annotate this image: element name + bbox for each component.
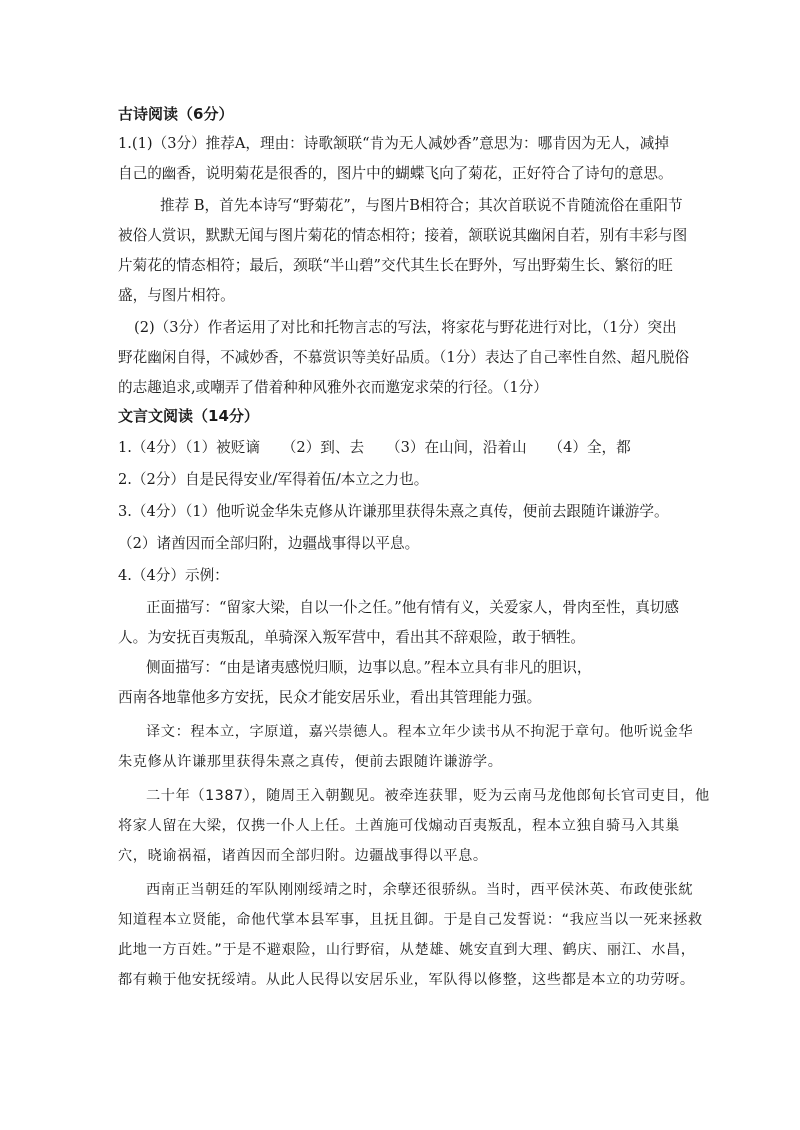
q4-side-line: 侧面描写：“由是诸夷感悦归顺，边事以息。”程本立具有非凡的胆识，	[146, 659, 592, 676]
poetry-answer-line: 被俗人赏识，默默无闻与图片菊花的情态相符；接着，颔联说其幽闲自若，别有丰彩与图	[118, 227, 688, 244]
poetry-answer-line: (2)（3分）作者运用了对比和托物言志的写法，将家花与野花进行对比，（1分）突出	[134, 319, 677, 336]
classical-q4: 4.（4分）示例：	[118, 567, 229, 584]
poetry-heading: 古诗阅读（6分）	[118, 105, 234, 123]
classical-q3-part2: （2）诸酋因而全部归附，边疆战事得以平息。	[118, 535, 420, 552]
q4-front-line: 正面描写：“留家大梁，自以一仆之任。”他有情有义，关爱家人，骨肉至性，真切感	[146, 599, 679, 616]
classical-q2: 2.（2分）自是民得安业/军得着伍/本立之力也。	[118, 471, 429, 488]
poetry-answer-line: 片菊花的情态相符；最后，颈联“半山碧”交代其生长在野外，写出野菊生长、繁衍的旺	[118, 257, 673, 274]
translation-line: 西南正当朝廷的军队刚刚绥靖之时，余孽还很骄纵。当时，西平侯沐英、布政使张紞	[146, 882, 694, 898]
translation-line: 译文：程本立，字原道，嘉兴崇德人。程本立年少读书从不拘泥于章句。他听说金华	[146, 724, 694, 740]
translation-line: 朱克修从许谦那里获得朱熹之真传，便前去跟随许谦游学。	[118, 754, 503, 770]
poetry-answer-line: 自己的幽香，说明菊花是很香的，图片中的蝴蝶飞向了菊花，正好符合了诗句的意思。	[118, 165, 673, 182]
poetry-answer-line: 盛，与图片相符。	[118, 287, 235, 304]
poetry-answer-line: 的志趣追求,或嘲弄了借着种种风雅外衣而邀宠求荣的行径。（1分）	[118, 379, 548, 396]
q4-side-line: 西南各地靠他多方安抚，民众才能安居乐业，看出其管理能力强。	[118, 689, 542, 706]
poetry-answer-line: 野花幽闲自得，不减妙香，不慕赏识等美好品质。（1分）表达了自己率性自然、超凡脱俗	[118, 349, 690, 366]
answer-document	[118, 96, 710, 990]
translation-line: 二十年（1387），随周王入朝觐见。被牵连获罪，贬为云南马龙他郎甸长官司吏目，他	[146, 788, 710, 804]
translation-line: 都有赖于他安抚绥靖。从此人民得以安居乐业，军队得以修整，这些都是本立的功劳呀。	[118, 972, 695, 988]
translation-line: 穴，晓谕祸福，诸酋因而全部归附。边疆战事得以平息。	[118, 848, 488, 864]
poetry-answer-line: 1.(1)（3分）推荐A，理由：诗歌颔联“肯为无人减妙香”意思为：哪肯因为无人，减掉	[118, 135, 669, 152]
classical-heading: 文言文阅读（14分）	[118, 407, 259, 425]
translation-line: 知道程本立贤能，命他代掌本县军事，且抚且御。于是自己发誓说：“我应当以一死来拯救	[118, 912, 703, 928]
classical-q1: 1.（4分）（1）被贬谪 （2）到、去 （3）在山间，沿着山 （4）全，都	[118, 439, 631, 456]
translation-block	[118, 722, 710, 990]
translation-line: 将家人留在大梁，仅携一仆人上任。土酋施可伐煽动百夷叛乱，程本立独自骑马入其巢	[118, 818, 680, 834]
translation-line: 此地一方百姓。”于是不避艰险，山行野宿，从楚雄、姚安直到大理、鹤庆、丽江、水昌，	[118, 942, 696, 958]
q4-front-line: 人。为安抚百夷叛乱，单骑深入叛军营中，看出其不辞艰险，敢于牺牲。	[118, 629, 586, 646]
classical-q3: 3.（4分）（1）他听说金华朱克修从许谦那里获得朱熹之真传，便前去跟随许谦游学。	[118, 503, 669, 520]
poetry-answer-line: 推荐 B，首先本诗写“野菊花”，与图片B相符合；其次首联说不肯随流俗在重阳节	[160, 197, 683, 214]
